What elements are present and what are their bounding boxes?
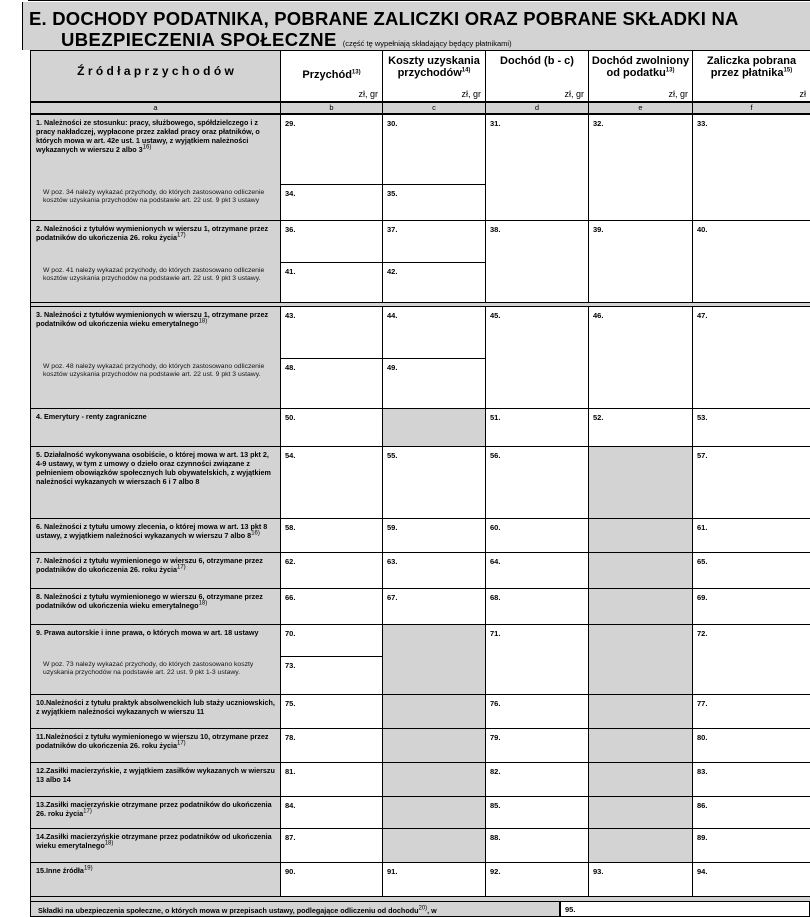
row-8-col-e-shaded [588,588,693,625]
row-2-subfield-c[interactable] [382,262,486,303]
row-11-col-c-shaded [382,728,486,763]
field-number: 77. [697,699,708,708]
row-7-field-d[interactable] [485,552,589,589]
row-footnote: 16) [142,144,152,151]
row-7-field-c[interactable] [382,552,486,589]
field-number: 81. [285,767,296,776]
field-number: 71. [490,629,501,638]
column-b-header [280,50,383,102]
field-number: 54. [285,451,296,460]
row-label-text: 12.Zasiłki macierzyńskie, z wyjątkiem zasiłków wykazanych w wierszu 13 albo 14 [36,766,275,784]
column-letter-b [280,102,383,114]
column-f-header [692,50,810,102]
contributions-label [35,906,440,915]
row-3-sub-label: W poz. 48 należy wykazać przychody, do których zastosowano odliczenie kosztów uzyskania przychodów na podstawie art. 22 ust. 9 pkt 3 ustawy. [43,363,265,378]
column-letter-label: f [750,103,753,112]
column-letter-label: e [638,103,643,112]
row-footnote: 18) [104,840,114,847]
row-footnote: 16) [251,530,260,537]
column-letter-label: b [329,103,334,112]
row-4-field-f[interactable] [692,408,810,447]
row-1-field-d[interactable] [485,114,589,221]
field-number: 68. [490,593,501,602]
row-1-sub-label: W poz. 34 należy wykazać przychody, do których zastosowano odliczenie kosztów uzyskania przychodów na podstawie art. 22 ust. 9 pkt 3 ustawy [43,189,265,204]
field-number: 58. [285,523,296,532]
row-10-label [33,698,279,716]
row-5-field-b[interactable] [280,446,383,519]
field-number: 45. [490,311,501,320]
row-14-field-f[interactable] [692,828,810,863]
field-number: 52. [593,413,604,422]
row-footnote: 19) [83,865,93,872]
row-12-col-e-shaded [588,762,693,797]
row-3-field-f[interactable] [692,306,810,409]
row-9-subfield-b[interactable] [280,656,383,695]
row-4-field-e[interactable] [588,408,693,447]
field-number: 78. [285,733,296,742]
row-5-field-c[interactable] [382,446,486,519]
section-note: (część tę wypełniają składający będący płatnikami) [342,39,512,48]
column-e-header-label [591,55,690,79]
row-6-field-d[interactable] [485,518,589,553]
row-3-field-b[interactable] [280,306,383,359]
row-8-label-cell [30,588,281,625]
row-7-field-b[interactable] [280,552,383,589]
row-footnote: 18) [198,318,208,325]
row-3-field-e[interactable] [588,306,693,409]
field-number: 88. [490,833,501,842]
row-9-field-d[interactable] [485,624,589,695]
row-label-text: 8. Należności z tytułu wymienionego w wierszu 6, otrzymane przez podatników od ukończenia wieku emerytalnego [36,592,263,610]
row-12-label [33,766,279,784]
row-4-field-d[interactable] [485,408,589,447]
row-label-text: 1. Należności ze stosunku: pracy, służbowego, spółdzielczego i z pracy nakładczej, wypłacone przez zakład pracy oraz płatników, o których mowa w art. 42e ust. 1 ustawy, z wyjątkiem należności wykazanych w wierszu 2 albo 3 [36,118,260,154]
column-d-header-unit: zł, gr [564,89,584,99]
field-number: 63. [387,557,398,566]
field-number: 30. [387,119,398,128]
field-number: 69. [697,593,708,602]
field-number: 76. [490,699,501,708]
row-5-label [33,450,279,486]
column-f-header-text: Zaliczka pobrana przez płatnika [706,55,797,79]
row-6-label-cell [30,518,281,553]
row-2-field-f[interactable] [692,220,810,303]
field-number: 95. [565,905,576,914]
row-15-field-f[interactable] [692,862,810,897]
column-letter-e [588,102,693,114]
row-1-label [33,118,279,154]
row-6-col-e-shaded [588,518,693,553]
row-11-field-d[interactable] [485,728,589,763]
field-number: 47. [697,311,708,320]
row-label-text: 15.Inne źródła [36,866,84,875]
row-2-label-cell [30,220,281,303]
row-7-label [33,556,279,574]
row-9-label-cell [30,624,281,695]
field-number: 51. [490,413,501,422]
field-number: 43. [285,311,296,320]
field-number: 49. [387,363,398,372]
field-number: 89. [697,833,708,842]
row-13-label-cell [30,796,281,829]
column-e-header-text: Dochód zwolniony od podatku [591,55,690,79]
column-d-header [485,50,589,102]
row-6-field-b[interactable] [280,518,383,553]
row-9-sub-label: W poz. 73 należy wykazać przychody, do których zastosowano koszty uzyskania przychodów na podstawie art. 22 ust. 9 pkt 1-3 ustawy. [43,661,254,676]
row-2-subfield-b[interactable] [280,262,383,303]
row-10-label-cell [30,694,281,729]
section-header [22,2,810,50]
field-number: 57. [697,451,708,460]
row-3-label-cell [30,306,281,409]
row-3-field-d[interactable] [485,306,589,409]
field-number: 53. [697,413,708,422]
field-number: 90. [285,867,296,876]
field-number: 62. [285,557,296,566]
row-label-text: 4. Emerytury - renty zagraniczne [36,412,147,421]
row-9-field-f[interactable] [692,624,810,695]
row-footnote: 17) [177,564,186,571]
contributions-field[interactable] [560,901,810,917]
row-1-field-c[interactable] [382,114,486,185]
row-14-col-c-shaded [382,828,486,863]
row-2-label [33,224,279,242]
row-2-field-d[interactable] [485,220,589,303]
row-11-field-f[interactable] [692,728,810,763]
row-2-field-e[interactable] [588,220,693,303]
contributions-footnote: 20) [418,905,428,912]
column-f-header-unit: zł [799,89,806,99]
row-14-field-d[interactable] [485,828,589,863]
column-e-header-footnote: 13) [665,67,675,74]
field-number: 46. [593,311,604,320]
row-7-col-e-shaded [588,552,693,589]
row-12-field-d[interactable] [485,762,589,797]
row-1-label-cell [30,114,281,221]
row-6-field-f[interactable] [692,518,810,553]
column-c-header-label [385,55,483,79]
column-d-header-label [488,55,586,67]
field-number: 40. [697,225,708,234]
field-number: 72. [697,629,708,638]
field-number: 64. [490,557,501,566]
row-12-label-cell [30,762,281,797]
row-footnote: 17) [177,232,186,239]
row-3-field-c[interactable] [382,306,486,359]
field-number: 80. [697,733,708,742]
row-13-field-f[interactable] [692,796,810,829]
column-letter-label: c [432,103,436,112]
field-number: 38. [490,225,501,234]
field-number: 75. [285,699,296,708]
row-14-field-b[interactable] [280,828,383,863]
column-e-header [588,50,693,102]
row-14-label [33,832,279,850]
field-number: 34. [285,189,296,198]
column-b-header-text: Przychód [302,69,352,81]
field-number: 66. [285,593,296,602]
row-10-col-e-shaded [588,694,693,729]
row-2-sub-label: W poz. 41 należy wykazać przychody, do których zastosowano odliczenie kosztów uzyskania przychodów na podstawie art. 22 ust. 9 pkt 3 ustawy. [43,267,265,282]
row-15-label [33,866,279,875]
row-4-label-cell [30,408,281,447]
row-13-field-d[interactable] [485,796,589,829]
row-label-text: 13.Zasiłki macierzyńskie otrzymane przez podatników do ukończenia 26. roku życia [36,800,272,818]
field-number: 65. [697,557,708,566]
row-11-col-e-shaded [588,728,693,763]
section-title: E. DOCHODY PODATNIKA, POBRANE ZALICZKI ORAZ POBRANE SKŁADKI NA [29,8,739,29]
field-number: 39. [593,225,604,234]
row-8-field-b[interactable] [280,588,383,625]
row-10-field-b[interactable] [280,694,383,729]
contributions-label-cell [30,901,560,917]
row-9-col-c-shaded [382,624,486,695]
field-number: 85. [490,801,501,810]
field-number: 55. [387,451,398,460]
field-number: 48. [285,363,296,372]
row-8-field-c[interactable] [382,588,486,625]
contributions-suffix: , w [427,906,437,915]
row-1-field-f[interactable] [692,114,810,221]
field-number: 33. [697,119,708,128]
row-15-field-c[interactable] [382,862,486,897]
row-2-field-c[interactable] [382,220,486,263]
row-5-col-e-shaded [588,446,693,519]
row-3-subfield-b[interactable] [280,358,383,409]
row-label-text: 14.Zasiłki macierzyńskie otrzymane przez podatników od ukończenia wieku emerytalnego [36,832,272,850]
field-number: 94. [697,867,708,876]
row-10-field-d[interactable] [485,694,589,729]
field-number: 44. [387,311,398,320]
column-letter-c [382,102,486,114]
row-3-label [33,310,279,328]
row-13-col-c-shaded [382,796,486,829]
field-number: 61. [697,523,708,532]
row-6-label [33,522,279,540]
field-number: 67. [387,593,398,602]
row-label-text: 6. Należności z tytułu umowy zlecenia, o której mowa w art. 13 pkt 8 ustawy, z wyjątkiem należności wykazanych w wierszu 7 albo 8 [36,522,268,540]
row-2-field-b[interactable] [280,220,383,263]
row-8-field-f[interactable] [692,588,810,625]
field-number: 82. [490,767,501,776]
row-label-text: 3. Należności z tytułów wymienionych w wierszu 1, otrzymane przez podatników od ukończenia wieku emerytalnego [36,310,269,328]
row-9-col-e-shaded [588,624,693,695]
row-5-field-d[interactable] [485,446,589,519]
column-d-header-text: Dochód (b - c) [500,55,574,67]
column-c-header-footnote: 14) [461,67,471,74]
field-number: 36. [285,225,296,234]
row-12-col-c-shaded [382,762,486,797]
row-13-col-e-shaded [588,796,693,829]
row-10-field-f[interactable] [692,694,810,729]
field-number: 41. [285,267,296,276]
row-10-col-c-shaded [382,694,486,729]
field-number: 60. [490,523,501,532]
row-8-label [33,592,279,610]
row-1-field-e[interactable] [588,114,693,221]
column-a-header [30,50,281,102]
row-3-subfield-c[interactable] [382,358,486,409]
row-label-text: 9. Prawa autorskie i inne prawa, o których mowa w art. 18 ustawy [36,628,259,637]
row-15-field-b[interactable] [280,862,383,897]
row-11-field-b[interactable] [280,728,383,763]
field-number: 50. [285,413,296,422]
row-14-col-e-shaded [588,828,693,863]
row-footnote: 17) [177,740,186,747]
column-b-header-footnote: 13) [351,69,361,76]
field-number: 42. [387,267,398,276]
field-number: 83. [697,767,708,776]
row-7-label-cell [30,552,281,589]
row-footnote: 18) [198,600,208,607]
column-f-header-label [695,55,808,79]
column-b-header-unit: zł, gr [358,89,378,99]
field-number: 87. [285,833,296,842]
column-letter-d [485,102,589,114]
row-label-text: 11.Należności z tytułu wymienionego w wierszu 10, otrzymane przez podatników do ukończenia 26. roku życia [36,732,269,750]
row-11-label-cell [30,728,281,763]
row-15-label-cell [30,862,281,897]
row-4-field-b[interactable] [280,408,383,447]
column-letter-label: a [153,103,158,112]
row-15-field-e[interactable] [588,862,693,897]
column-f-header-footnote: 15) [783,67,793,74]
field-number: 59. [387,523,398,532]
field-number: 84. [285,801,296,810]
field-number: 79. [490,733,501,742]
row-5-label-cell [30,446,281,519]
field-number: 92. [490,867,501,876]
field-number: 56. [490,451,501,460]
row-13-field-b[interactable] [280,796,383,829]
row-4-col-c-shaded [382,408,486,447]
row-8-field-d[interactable] [485,588,589,625]
contributions-text: Składki na ubezpieczenia społeczne, o których mowa w przepisach ustawy, podlegające odliczeniu od dochodu [38,906,419,915]
row-label-text: 2. Należności z tytułów wymienionych w wierszu 1, otrzymane przez podatników do ukończenia 26. roku życia [36,224,269,242]
row-15-field-d[interactable] [485,862,589,897]
row-4-label [33,412,279,421]
row-12-field-f[interactable] [692,762,810,797]
column-a-header-label [33,65,278,77]
column-c-header [382,50,486,102]
column-letter-label: d [534,103,540,112]
row-7-field-f[interactable] [692,552,810,589]
row-11-label [33,732,279,750]
section-title-line2: UBEZPIECZENIA SPOŁECZNE (część tę wypełniają składający będący płatnikami) [61,29,512,50]
row-9-label [33,628,279,637]
row-1-field-b[interactable] [280,114,383,185]
row-14-label-cell [30,828,281,863]
row-5-field-f[interactable] [692,446,810,519]
column-c-header-text: Koszty uzyskania przychodów [388,55,480,79]
row-label-text: 5. Działalność wykonywana osobiście, o której mowa w art. 13 pkt 2, 4-9 ustawy, w tym z umowy o dzieło oraz czynności związane z pełnieniem obowiązków społecznych lub obywatelskich, z wyjątkiem należności wykazanych w wierszach 6 i 7 albo 8 [36,450,271,486]
field-number: 70. [285,629,296,638]
column-letter-f [692,102,810,114]
column-b-header-label [283,69,380,81]
row-13-label [33,800,279,818]
field-number: 73. [285,661,296,670]
field-number: 31. [490,119,501,128]
field-number: 86. [697,801,708,810]
field-number: 32. [593,119,604,128]
row-label-text: 7. Należności z tytułu wymienionego w wierszu 6, otrzymane przez podatników do ukończenia 26. roku życia [36,556,263,574]
row-9-field-b[interactable] [280,624,383,657]
field-number: 35. [387,189,398,198]
row-footnote: 17) [83,808,92,815]
row-label-text: 10.Należności z tytułu praktyk absolwenckich lub staży uczniowskich, z wyjątkiem należności wykazanych w wierszu 11 [36,698,275,716]
row-1-subfield-c[interactable] [382,184,486,221]
column-e-header-unit: zł, gr [668,89,688,99]
field-number: 91. [387,867,398,876]
row-6-field-c[interactable] [382,518,486,553]
row-1-subfield-b[interactable] [280,184,383,221]
column-a-header-text: Ź r ó d ł a p r z y c h o d ó w [77,64,234,78]
row-12-field-b[interactable] [280,762,383,797]
field-number: 29. [285,119,296,128]
field-number: 93. [593,867,604,876]
column-letter-a [30,102,281,114]
field-number: 37. [387,225,398,234]
column-c-header-unit: zł, gr [461,89,481,99]
